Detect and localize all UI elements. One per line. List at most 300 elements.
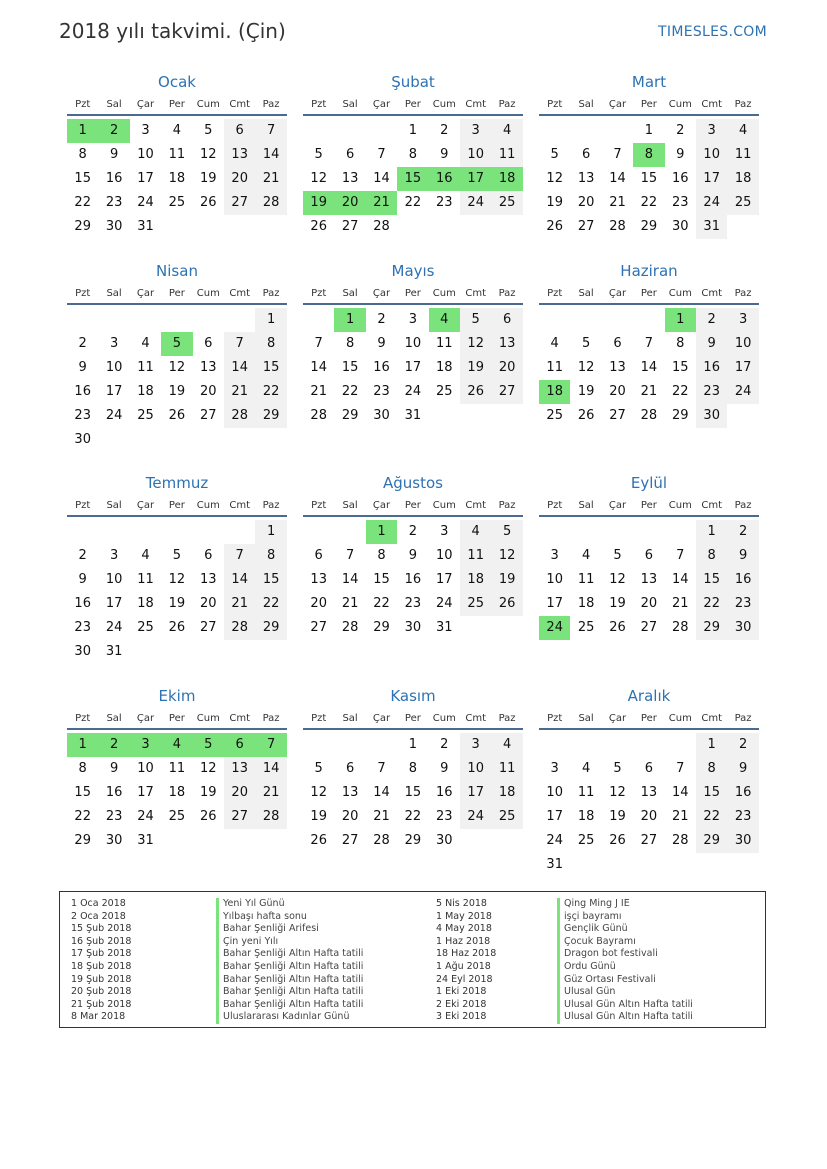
day-cell: 25 (577, 833, 595, 848)
weekday-header: Cmt (229, 713, 251, 724)
day-cell: 27 (577, 219, 595, 234)
day-cell: 1 (408, 737, 418, 752)
day-cell: 21 (366, 191, 397, 215)
day-cell: 10 (105, 360, 123, 375)
day-cell: 30 (105, 219, 123, 234)
day-cell: 2 (408, 524, 418, 539)
weekday-header: Cmt (229, 288, 251, 299)
day-cell: 15 (341, 360, 359, 375)
day-cell: 21 (341, 596, 359, 611)
day-cell: 5 (460, 308, 491, 332)
day-cell: 20 (341, 809, 359, 824)
weekday-header: Pzt (311, 713, 327, 724)
day-cell: 3 (550, 548, 559, 563)
weekday-header: Çar (608, 713, 627, 724)
day-cell: 18 (168, 785, 186, 800)
day-cell: 20 (334, 191, 365, 215)
month-name: Aralık (627, 687, 671, 705)
day-cell: 14 (224, 568, 255, 592)
day-cell: 22 (404, 195, 422, 210)
day-cell: 4 (172, 123, 182, 138)
day-cell: 21 (255, 781, 286, 805)
day-cell: 12 (310, 785, 327, 800)
day-cell: 18 (436, 360, 453, 375)
day-cell: 5 (204, 123, 213, 138)
day-cell: 17 (546, 809, 563, 824)
weekday-header: Per (640, 713, 657, 724)
day-cell: 14 (672, 785, 689, 800)
holiday-name: Bahar Şenliği Altın Hafta tatili (216, 986, 363, 999)
month-name: Ekim (158, 687, 196, 705)
day-cell: 17 (460, 781, 491, 805)
day-cell: 10 (105, 572, 123, 587)
day-cell: 18 (137, 384, 154, 399)
day-cell: 12 (168, 572, 186, 587)
holiday-name: Bahar Şenliği Altın Hafta tatili (216, 974, 363, 987)
weekday-header: Çar (372, 288, 391, 299)
day-cell: 10 (404, 336, 422, 351)
day-cell: 13 (224, 143, 255, 167)
day-cell: 14 (640, 360, 658, 375)
day-cell: 14 (255, 143, 286, 167)
weekday-header: Cum (668, 713, 692, 724)
day-cell: 9 (440, 147, 449, 162)
day-cell: 2 (98, 119, 129, 143)
month-name: Şubat (391, 73, 435, 91)
weekday-header: Pzt (547, 288, 563, 299)
holiday-date: 20 Şub 2018 (71, 986, 132, 998)
holiday-date: 1 May 2018 (436, 910, 492, 922)
holiday-date: 1 Haz 2018 (436, 935, 491, 947)
day-cell: 27 (200, 620, 217, 635)
day-cell: 22 (74, 195, 91, 210)
day-cell: 12 (609, 572, 626, 587)
day-cell: 2 (696, 308, 727, 332)
holiday-date: 21 Şub 2018 (71, 998, 132, 1010)
day-cell: 2 (440, 737, 449, 752)
day-cell: 19 (310, 809, 327, 824)
month-name: Eylül (630, 474, 668, 492)
day-cell: 23 (727, 592, 758, 616)
day-cell: 1 (644, 123, 654, 138)
day-cell: 16 (404, 572, 422, 587)
weekday-header: Per (168, 500, 185, 511)
day-cell: 6 (204, 548, 213, 563)
weekday-header: Pzt (311, 99, 327, 110)
day-cell: 23 (727, 805, 758, 829)
weekday-header: Cum (668, 500, 692, 511)
weekday-header: Pzt (311, 500, 327, 511)
day-cell: 21 (672, 809, 689, 824)
holiday-name: Ordu Günü (557, 961, 616, 974)
day-cell: 26 (460, 380, 491, 404)
weekday-header: Paz (262, 713, 280, 724)
weekday-header: Pzt (547, 99, 563, 110)
day-cell: 14 (672, 572, 689, 587)
weekday-header: Cmt (229, 99, 251, 110)
weekday-header: Paz (734, 99, 752, 110)
day-cell: 4 (429, 308, 460, 332)
holiday-date: 15 Şub 2018 (71, 923, 132, 935)
day-cell: 8 (696, 757, 727, 781)
holiday-date: 16 Şub 2018 (71, 935, 132, 947)
day-cell: 13 (609, 360, 626, 375)
weekday-header: Per (168, 99, 185, 110)
day-cell: 22 (341, 384, 359, 399)
day-cell: 25 (727, 191, 758, 215)
weekday-header: Sal (106, 99, 122, 110)
holiday-date: 1 Eki 2018 (436, 986, 487, 998)
day-cell: 4 (581, 761, 591, 776)
day-cell: 30 (436, 833, 453, 848)
day-cell: 27 (609, 408, 626, 423)
day-cell: 6 (204, 336, 213, 351)
day-cell: 19 (303, 191, 334, 215)
day-cell: 27 (640, 833, 658, 848)
day-cell: 21 (672, 596, 689, 611)
day-cell: 2 (98, 733, 129, 757)
weekday-header: Sal (578, 288, 594, 299)
day-cell: 30 (105, 833, 123, 848)
day-cell: 5 (491, 520, 522, 544)
day-cell: 9 (109, 147, 119, 162)
holiday-name: Yılbaşı hafta sonu (216, 911, 307, 924)
holiday-name: Çin yeni Yılı (216, 936, 278, 949)
weekday-header: Sal (578, 500, 594, 511)
day-cell: 4 (550, 336, 559, 351)
day-cell: 11 (137, 360, 154, 375)
day-cell: 25 (491, 191, 522, 215)
weekday-header: Çar (608, 99, 627, 110)
header-rule (67, 303, 287, 305)
day-cell: 6 (314, 548, 323, 563)
day-cell: 28 (224, 404, 255, 428)
day-cell: 18 (577, 596, 595, 611)
holiday-date: 18 Haz 2018 (436, 948, 497, 960)
day-cell: 10 (546, 572, 563, 587)
day-cell: 11 (546, 360, 563, 375)
weekday-header: Çar (136, 500, 155, 511)
day-cell: 24 (460, 191, 491, 215)
weekday-header: Cmt (465, 713, 487, 724)
day-cell: 3 (550, 761, 559, 776)
weekday-header: Cum (196, 99, 220, 110)
holiday-name: Bahar Şenliği Arifesi (216, 923, 319, 936)
day-cell: 8 (408, 147, 418, 162)
weekday-header: Cum (196, 500, 220, 511)
day-cell: 30 (373, 408, 390, 423)
day-cell: 17 (546, 596, 563, 611)
day-cell: 20 (224, 781, 255, 805)
day-cell: 15 (373, 572, 390, 587)
day-cell: 13 (200, 572, 217, 587)
weekday-header: Sal (578, 713, 594, 724)
holiday-legend (59, 891, 766, 1028)
month-name: Nisan (156, 262, 198, 280)
day-cell: 5 (193, 733, 224, 757)
day-cell: 8 (255, 544, 286, 568)
holiday-name: işçi bayramı (557, 911, 622, 924)
day-cell: 5 (161, 332, 192, 356)
day-cell: 24 (137, 195, 154, 210)
month-name: Ağustos (383, 474, 443, 492)
day-cell: 23 (74, 620, 91, 635)
holiday-date: 18 Şub 2018 (71, 961, 132, 972)
day-cell: 8 (345, 336, 355, 351)
day-cell: 8 (377, 548, 386, 563)
day-cell: 30 (727, 829, 758, 853)
day-cell: 29 (74, 833, 91, 848)
day-cell: 5 (314, 761, 323, 776)
day-cell: 25 (168, 809, 186, 824)
day-cell: 14 (255, 757, 286, 781)
day-cell: 28 (672, 620, 689, 635)
day-cell: 19 (460, 356, 491, 380)
weekday-header: Çar (372, 500, 391, 511)
month-name: Temmuz (145, 474, 209, 492)
day-cell: 1 (665, 308, 696, 332)
day-cell: 20 (609, 384, 626, 399)
day-cell: 6 (224, 119, 255, 143)
day-cell: 31 (696, 215, 727, 239)
header-rule (303, 114, 523, 116)
day-cell: 18 (727, 167, 758, 191)
day-cell: 26 (546, 219, 563, 234)
day-cell: 9 (696, 332, 727, 356)
day-cell: 15 (640, 171, 658, 186)
day-cell: 15 (255, 356, 286, 380)
day-cell: 11 (168, 761, 186, 776)
day-cell: 9 (727, 544, 758, 568)
day-cell: 25 (436, 384, 453, 399)
day-cell: 13 (640, 572, 658, 587)
day-cell: 7 (345, 548, 355, 563)
day-cell: 7 (644, 336, 654, 351)
day-cell: 15 (74, 171, 91, 186)
day-cell: 21 (310, 384, 327, 399)
day-cell: 4 (161, 733, 192, 757)
day-cell: 6 (345, 761, 355, 776)
day-cell: 22 (255, 380, 286, 404)
weekday-header: Çar (136, 288, 155, 299)
day-cell: 27 (200, 408, 217, 423)
weekday-header: Çar (136, 713, 155, 724)
day-cell: 22 (373, 596, 390, 611)
weekday-header: Cmt (701, 288, 723, 299)
weekday-header: Cmt (701, 99, 723, 110)
weekday-header: Paz (498, 713, 516, 724)
day-cell: 18 (137, 596, 154, 611)
weekday-header: Sal (342, 500, 358, 511)
day-cell: 1 (67, 119, 98, 143)
day-cell: 17 (436, 572, 453, 587)
day-cell: 2 (727, 733, 758, 757)
day-cell: 10 (696, 143, 727, 167)
day-cell: 21 (609, 195, 626, 210)
day-cell: 29 (640, 219, 658, 234)
weekday-header: Per (404, 713, 421, 724)
day-cell: 22 (696, 592, 727, 616)
day-cell: 25 (137, 620, 154, 635)
day-cell: 5 (581, 336, 591, 351)
day-cell: 24 (546, 833, 563, 848)
holiday-name: Bahar Şenliği Altın Hafta tatili (216, 999, 363, 1012)
day-cell: 15 (696, 568, 727, 592)
day-cell: 29 (672, 408, 689, 423)
day-cell: 27 (341, 833, 359, 848)
day-cell: 7 (224, 332, 255, 356)
weekday-header: Pzt (311, 288, 327, 299)
day-cell: 11 (137, 572, 154, 587)
holiday-date: 5 Nis 2018 (436, 898, 487, 909)
day-cell: 28 (373, 219, 390, 234)
day-cell: 14 (373, 171, 390, 186)
day-cell: 18 (577, 809, 595, 824)
day-cell: 23 (436, 195, 453, 210)
day-cell: 19 (609, 809, 626, 824)
day-cell: 6 (644, 761, 654, 776)
day-cell: 4 (581, 548, 591, 563)
day-cell: 24 (696, 191, 727, 215)
weekday-header: Per (168, 713, 185, 724)
day-cell: 20 (577, 195, 595, 210)
weekday-header: Pzt (547, 713, 563, 724)
weekday-header: Cmt (701, 713, 723, 724)
day-cell: 13 (200, 360, 217, 375)
holiday-date: 24 Eyl 2018 (436, 973, 493, 985)
day-cell: 15 (696, 781, 727, 805)
day-cell: 27 (310, 620, 327, 635)
day-cell: 22 (404, 809, 422, 824)
day-cell: 30 (74, 432, 91, 447)
day-cell: 21 (224, 380, 255, 404)
weekday-header: Çar (372, 99, 391, 110)
day-cell: 19 (491, 568, 522, 592)
day-cell: 19 (200, 171, 217, 186)
day-cell: 8 (408, 761, 418, 776)
weekday-header: Pzt (75, 713, 91, 724)
day-cell: 9 (440, 761, 449, 776)
day-cell: 9 (727, 757, 758, 781)
day-cell: 16 (373, 360, 390, 375)
day-cell: 3 (109, 336, 119, 351)
header-rule (303, 515, 523, 517)
month-name: Mart (631, 73, 667, 91)
day-cell: 19 (546, 195, 563, 210)
header-rule (303, 303, 523, 305)
day-cell: 2 (440, 123, 449, 138)
day-cell: 17 (727, 356, 758, 380)
weekday-header: Cum (432, 500, 456, 511)
day-cell: 6 (224, 733, 255, 757)
month-name: Kasım (390, 687, 436, 705)
day-cell: 16 (74, 596, 91, 611)
day-cell: 28 (672, 833, 689, 848)
day-cell: 8 (78, 761, 87, 776)
weekday-header: Paz (262, 99, 280, 110)
weekday-header: Paz (262, 500, 280, 511)
day-cell: 18 (539, 380, 570, 404)
day-cell: 16 (105, 785, 123, 800)
day-cell: 15 (672, 360, 689, 375)
day-cell: 7 (255, 119, 286, 143)
weekday-header: Cmt (465, 99, 487, 110)
day-cell: 25 (546, 408, 563, 423)
holiday-name: Bahar Şenliği Altın Hafta tatili (216, 961, 363, 974)
day-cell: 22 (640, 195, 658, 210)
day-cell: 12 (546, 171, 563, 186)
day-cell: 29 (404, 833, 422, 848)
day-cell: 1 (255, 308, 286, 332)
day-cell: 6 (581, 147, 591, 162)
day-cell: 24 (105, 620, 123, 635)
day-cell: 27 (491, 380, 522, 404)
weekday-header: Cmt (465, 500, 487, 511)
day-cell: 15 (404, 785, 422, 800)
weekday-header: Sal (342, 713, 358, 724)
holiday-date: 1 Ağu 2018 (436, 961, 491, 972)
holiday-date: 19 Şub 2018 (71, 973, 132, 985)
day-cell: 23 (373, 384, 390, 399)
day-cell: 1 (696, 733, 727, 757)
brand-link[interactable]: TIMESLES.COM (658, 24, 767, 40)
day-cell: 12 (200, 761, 217, 776)
header-rule (67, 114, 287, 116)
day-cell: 7 (377, 761, 386, 776)
day-cell: 31 (137, 219, 154, 234)
day-cell: 2 (78, 336, 87, 351)
day-cell: 21 (224, 592, 255, 616)
day-cell: 27 (224, 191, 255, 215)
day-cell: 23 (105, 195, 123, 210)
day-cell: 22 (696, 805, 727, 829)
day-cell: 13 (577, 171, 595, 186)
day-cell: 3 (440, 524, 449, 539)
weekday-header: Per (404, 99, 421, 110)
day-cell: 10 (460, 143, 491, 167)
day-cell: 7 (224, 544, 255, 568)
month-name: Mayıs (391, 262, 435, 280)
weekday-header: Çar (372, 713, 391, 724)
weekday-header: Paz (498, 99, 516, 110)
weekday-header: Cum (668, 288, 692, 299)
holiday-name: Yeni Yıl Günü (216, 898, 285, 911)
weekday-header: Pzt (75, 288, 91, 299)
weekday-header: Per (640, 99, 657, 110)
day-cell: 20 (310, 596, 327, 611)
day-cell: 26 (200, 809, 217, 824)
day-cell: 1 (67, 733, 98, 757)
day-cell: 11 (577, 572, 595, 587)
day-cell: 17 (696, 167, 727, 191)
weekday-header: Paz (498, 288, 516, 299)
day-cell: 11 (436, 336, 453, 351)
day-cell: 3 (130, 733, 161, 757)
holiday-date: 8 Mar 2018 (71, 1011, 126, 1023)
day-cell: 29 (255, 404, 286, 428)
weekday-header: Cum (196, 288, 220, 299)
day-cell: 5 (314, 147, 323, 162)
day-cell: 1 (334, 308, 365, 332)
day-cell: 25 (137, 408, 154, 423)
day-cell: 9 (676, 147, 685, 162)
weekday-header: Per (404, 288, 421, 299)
day-cell: 20 (200, 384, 217, 399)
day-cell: 23 (672, 195, 689, 210)
holiday-date: 2 Eki 2018 (436, 998, 487, 1010)
day-cell: 27 (341, 219, 359, 234)
day-cell: 31 (404, 408, 422, 423)
